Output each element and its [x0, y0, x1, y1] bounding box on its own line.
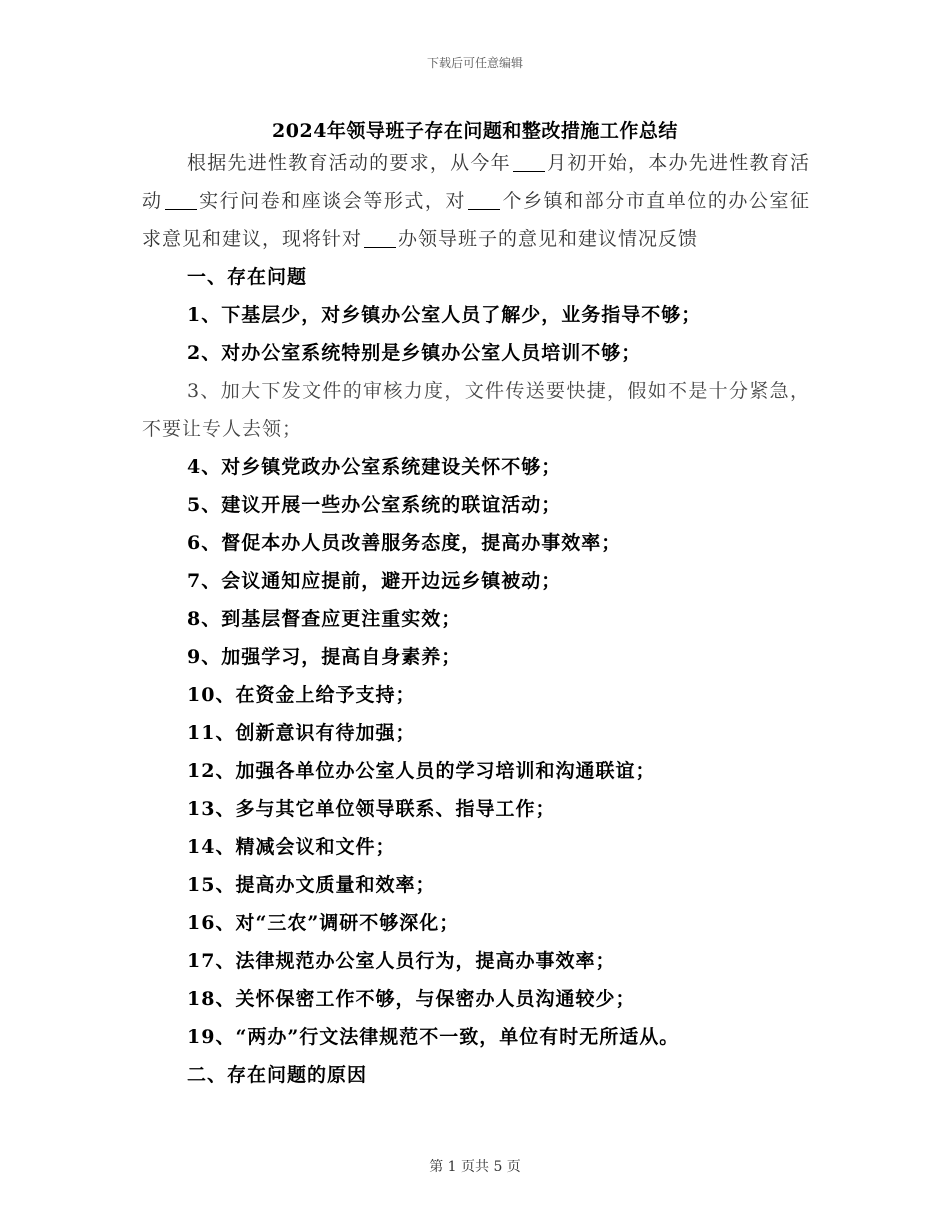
list-item: 18、关怀保密工作不够，与保密办人员沟通较少；: [187, 988, 636, 1010]
list-item: 15、提高办文质量和效率；: [187, 874, 436, 896]
document-body: [142, 144, 810, 1094]
list-item: 3、加大下发文件的审核力度，文件传送要快捷，假如不是十分紧急，不要让专人去领；: [142, 380, 810, 440]
intro-paragraph: [142, 144, 810, 258]
intro-text-4: 个乡镇和部分市直单位的办公室征求意见和建议，现将针对: [142, 190, 810, 250]
list-item: 16、对“三农”调研不够深化；: [187, 912, 460, 934]
intro-text-5: 办领导班子的意见和建议情况反馈: [398, 228, 699, 250]
section-heading-2: 二、存在问题的原因: [187, 1064, 368, 1086]
list-item: 8、到基层督查应更注重实效；: [187, 608, 462, 630]
page-footer: 第 1 页共 5 页: [429, 1159, 521, 1175]
blank-field: [513, 149, 545, 172]
list-item: 10、在资金上给予支持；: [187, 684, 416, 706]
blank-field: [364, 225, 396, 248]
list-item: 5、建议开展一些办公室系统的联谊活动；: [187, 494, 562, 516]
list-item: 2、对办公室系统特别是乡镇办公室人员培训不够；: [187, 342, 642, 364]
blank-field: [468, 187, 500, 210]
header-note: 下载后可任意编辑: [426, 56, 523, 70]
list-item: 6、督促本办人员改善服务态度，提高办事效率；: [187, 532, 622, 554]
list-item: 9、加强学习，提高自身素养；: [187, 646, 462, 668]
list-item: 14、精减会议和文件；: [187, 836, 396, 858]
intro-text-1: 根据先进性教育活动的要求，从今年: [187, 152, 511, 174]
list-item: 1、下基层少，对乡镇办公室人员了解少，业务指导不够；: [187, 304, 702, 326]
list-item: 4、对乡镇党政办公室系统建设关怀不够；: [187, 456, 562, 478]
intro-text-3: 实行问卷和座谈会等形式，对: [198, 190, 466, 212]
list-item: 13、多与其它单位领导联系、指导工作；: [187, 798, 556, 820]
intro-text-2: 月初开始，本办先进性教育活动: [142, 152, 810, 212]
blank-field: [165, 187, 197, 210]
list-item: 17、法律规范办公室人员行为，提高办事效率；: [187, 950, 616, 972]
document-title: 2024年领导班子存在问题和整改措施工作总结: [272, 120, 678, 142]
list-item: 19、“两办”行文法律规范不一致，单位有时无所适从。: [187, 1026, 680, 1048]
list-item: 11、创新意识有待加强；: [187, 722, 416, 744]
list-item: 7、会议通知应提前，避开边远乡镇被动；: [187, 570, 562, 592]
list-item: 12、加强各单位办公室人员的学习培训和沟通联谊；: [187, 760, 656, 782]
section-heading-1: 一、存在问题: [187, 266, 308, 288]
